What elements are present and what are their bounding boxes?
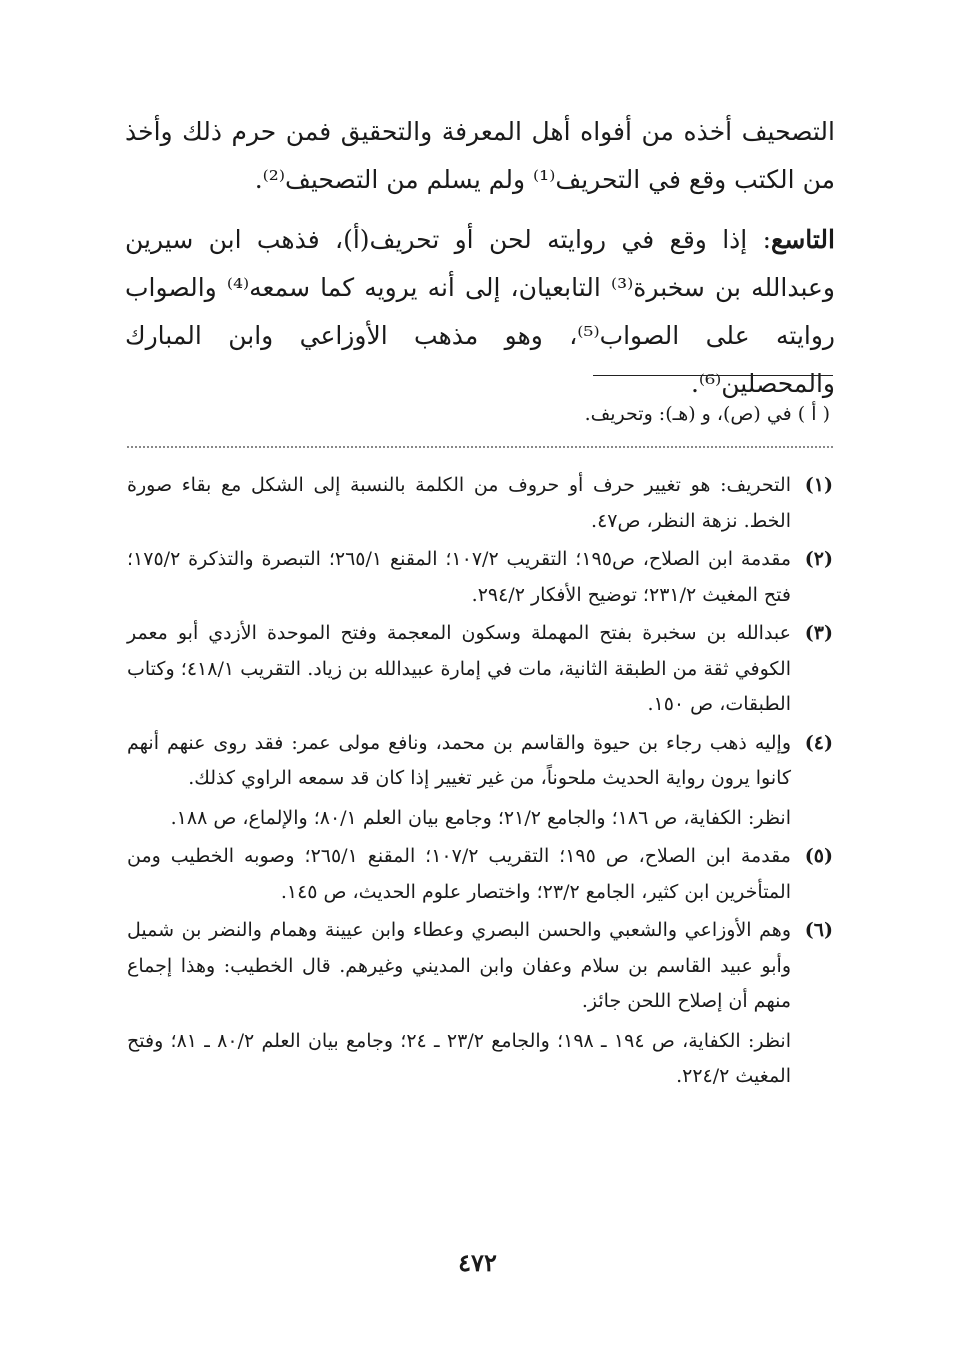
footnote-body bbox=[127, 726, 791, 837]
footnote-body bbox=[127, 542, 791, 613]
footnote bbox=[127, 542, 833, 613]
footnote-text: مقدمة ابن الصلاح، ص١٩٥؛ التقريب ١٠٧/٢؛ المقنع ٢٦٥/١؛ التبصرة والتذكرة ١٧٥/٢؛ فتح المغيث ٢٣١/٢؛ توضيح الأفكار ٢٩٤/٢. bbox=[127, 548, 791, 606]
footnotes bbox=[127, 468, 833, 1098]
footnote bbox=[127, 913, 833, 1095]
footnote-text: مقدمة ابن الصلاح، ص ١٩٥؛ التقريب ١٠٧/٢؛ المقنع ٢٦٥/١؛ وصوبه الخطيب ومن المتأخرين ابن كثير، الجامع ٢٣/٢؛ واختصار علوم الحديث، ص ١٤٥. bbox=[127, 845, 791, 903]
page-number: ٤٧٢ bbox=[458, 1248, 497, 1277]
main-paragraph-2 bbox=[125, 216, 835, 408]
footnote-number: (٣) bbox=[804, 622, 833, 644]
footnote-body bbox=[127, 913, 791, 1095]
footnote-references: انظر: الكفاية، ص ١٩٤ ـ ١٩٨؛ والجامع ٢٣/٢ ـ ٢٤؛ وجامع بيان العلم ٨٠/٢ ـ ٨١؛ وفتح المغيث ٢٢٤/٢. bbox=[127, 1029, 791, 1087]
footnote-number: (٤) bbox=[804, 731, 833, 754]
footnote-body bbox=[127, 616, 791, 723]
footnote bbox=[127, 468, 833, 539]
main-paragraph-1: التصحيف أخذه من أفواه أهل المعرفة والتحقيق فمن حرم ذلك وأخذ من الكتب وقع في التحريف⁽¹⁾ ولم يسلم من التصحيف⁽²⁾. bbox=[125, 117, 835, 194]
footnote-number: (١) bbox=[804, 474, 833, 496]
dotted-divider bbox=[127, 446, 833, 448]
section-keyword: التاسع bbox=[771, 225, 835, 254]
footnote-references: انظر: الكفاية، ص ١٨٦؛ والجامع ٢١/٢؛ وجامع بيان العلم ٨٠/١؛ والإلماع، ص ١٨٨. bbox=[170, 806, 791, 829]
footnote-number: (٢) bbox=[804, 548, 833, 570]
footnote bbox=[127, 616, 833, 723]
footnote-text: التحريف: هو تغيير حرف أو حروف من الكلمة بالنسبة إلى الشكل مع بقاء صورة الخط. نزهة النظر، ص٤٧. bbox=[127, 474, 791, 532]
footnote-body bbox=[127, 468, 791, 539]
footnote-number: (٦) bbox=[804, 919, 833, 941]
footnote-text: وهم الأوزاعي والشعبي والحسن البصري وعطاء وابن عيينة وهمام والنضر بن شميل وأبو عبيد القاسم بن سلام وعفان وابن المديني وغيرهم. قال الخطيب: وهذا إجماع منهم أن إصلاح اللحن جائز. bbox=[127, 919, 791, 1012]
footnote-separator bbox=[593, 375, 833, 376]
footnote-body bbox=[127, 839, 791, 910]
footnote-text: عبدالله بن سخبرة بفتح المهملة وسكون المعجمة وفتح الموحدة الأزدي أبو معمر الكوفي ثقة من الطبقة الثانية، مات في إمارة عبيدالله بن زياد. التقريب ٤١٨/١؛ وكتاب الطبقات، ص ١٥٠. bbox=[127, 622, 791, 715]
main-paragraph-2-text: : إذا وقع في روايته لحن أو تحريف(أ)، فذهب ابن سيرين وعبدالله بن سخبرة⁽³⁾ التابعيان، إلى أنه يرويه كما سمعه⁽⁴⁾ والصواب روايته على الصواب⁽⁵⁾، وهو مذهب الأوزاعي وابن المبارك والمحصلين⁽⁶⁾. bbox=[125, 225, 835, 398]
variant-footnote: ( أ ) في (ص)، و (هـ): وتحريف. bbox=[584, 403, 830, 425]
footnote-text: وإليه ذهب رجاء بن حيوة والقاسم بن محمد، ونافع مولى عمر: فقد روى عنهم أنهم كانوا يرون رواية الحديث ملحوناً، من غير تغيير إذا كان قد سمعه الراوي كذلك. bbox=[127, 731, 791, 789]
footnote bbox=[127, 726, 833, 837]
main-text bbox=[125, 108, 835, 408]
footnote-number: (٥) bbox=[804, 845, 833, 867]
footnote bbox=[127, 839, 833, 910]
